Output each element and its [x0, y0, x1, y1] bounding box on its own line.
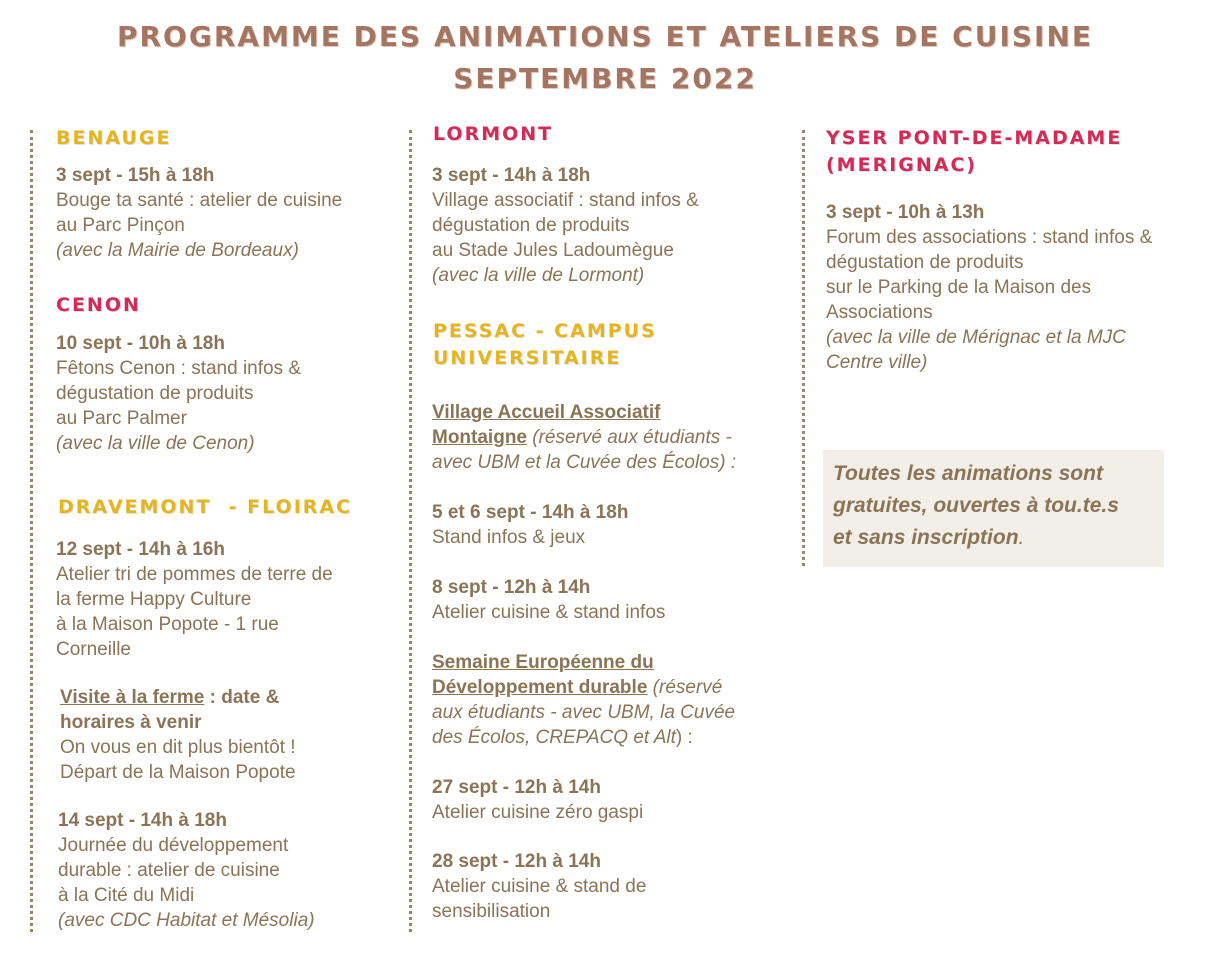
column-divider-middle — [409, 130, 412, 932]
group-note: des Écolos, CREPACQ et Alt — [432, 727, 676, 748]
heading-line: UNIVERSITAIRE — [433, 347, 622, 369]
group-note: (réservé — [647, 677, 723, 698]
event-date: 14 sept - 14h à 18h — [58, 810, 227, 831]
event-partner: (avec la Mairie de Bordeaux) — [56, 240, 299, 261]
event-partner: (avec la ville de Cenon) — [56, 433, 255, 454]
section-heading-cenon: CENON — [56, 294, 141, 316]
event-date: 3 sept - 10h à 13h — [826, 202, 985, 223]
section-heading-dravemont: DRAVEMONT - FLOIRAC — [58, 496, 353, 518]
event-date: 8 sept - 12h à 14h — [432, 577, 591, 598]
event-line: Atelier cuisine & stand de — [432, 876, 647, 897]
event-line: au Parc Pinçon — [56, 215, 185, 236]
event-date: 10 sept - 10h à 18h — [56, 333, 225, 354]
event-line: dégustation de produits — [432, 215, 630, 236]
event-line: Fêtons Cenon : stand infos & — [56, 358, 302, 379]
village-accueil-link[interactable]: Village Accueil Associatif — [432, 402, 661, 423]
event-pessac-3 — [432, 775, 792, 825]
event-line: Village associatif : stand infos & — [432, 190, 699, 211]
event-cenon — [56, 331, 396, 456]
event-date: 27 sept - 12h à 14h — [432, 777, 601, 798]
event-line: Corneille — [56, 639, 131, 660]
event-pessac-1 — [432, 500, 792, 550]
event-line: Associations — [826, 302, 933, 323]
section-heading-benauge: BENAUGE — [56, 127, 172, 149]
event-line: Atelier tri de pommes de terre de — [56, 564, 333, 585]
notice-line: et sans inscription — [833, 526, 1019, 549]
group-note: aux étudiants - avec UBM, la Cuvée — [432, 702, 736, 723]
free-entry-notice — [823, 450, 1164, 567]
event-line: Atelier cuisine zéro gaspi — [432, 802, 644, 823]
page-subtitle: SEPTEMBRE 2022 — [453, 62, 757, 95]
event-line: au Stade Jules Ladoumègue — [432, 240, 674, 261]
group-note: (réservé aux étudiants - — [527, 427, 732, 448]
event-lormont — [432, 163, 792, 288]
event-line: Forum des associations : stand infos & — [826, 227, 1153, 248]
event-line: sensibilisation — [432, 901, 551, 922]
event-line: à la Cité du Midi — [58, 885, 195, 906]
event-line: à la Maison Popote - 1 rue — [56, 614, 279, 635]
event-dravemont-1 — [56, 537, 396, 662]
event-benauge — [56, 163, 396, 263]
column-divider-right — [802, 130, 805, 566]
event-line: Départ de la Maison Popote — [60, 762, 296, 783]
heading-line: (MERIGNAC) — [826, 154, 978, 176]
event-line: Journée du développement — [58, 835, 289, 856]
event-partner: Centre ville) — [826, 352, 928, 373]
event-partner: (avec CDC Habitat et Mésolia) — [58, 910, 315, 931]
pessac-group-village — [432, 400, 802, 475]
event-date: 28 sept - 12h à 14h — [432, 851, 601, 872]
event-date: 3 sept - 14h à 18h — [432, 165, 591, 186]
event-line: sur le Parking de la Maison des — [826, 277, 1092, 298]
event-date-suffix: horaires à venir — [60, 712, 202, 733]
column-divider-left — [30, 130, 33, 932]
event-line: durable : atelier de cuisine — [58, 860, 280, 881]
event-line: la ferme Happy Culture — [56, 589, 252, 610]
notice-end: . — [1018, 526, 1025, 549]
page-title: PROGRAMME DES ANIMATIONS ET ATELIERS DE CUISINE — [116, 20, 1094, 53]
section-heading-pessac — [433, 318, 657, 372]
event-dravemont-2 — [60, 685, 400, 785]
event-line: On vous en dit plus bientôt ! — [60, 737, 296, 758]
event-yser — [826, 200, 1196, 375]
event-partner: (avec la ville de Lormont) — [432, 265, 645, 286]
notice-line: gratuites, ouvertes à tou.te.s — [833, 494, 1119, 517]
event-date: 5 et 6 sept - 14h à 18h — [432, 502, 629, 523]
notice-line: Toutes les animations sont — [833, 462, 1103, 485]
event-line: Atelier cuisine & stand infos — [432, 602, 666, 623]
group-note: avec UBM et la Cuvée des Écolos) : — [432, 452, 737, 473]
event-date: 3 sept - 15h à 18h — [56, 165, 215, 186]
event-line: au Parc Palmer — [56, 408, 187, 429]
heading-line: YSER PONT-DE-MADAME — [826, 127, 1123, 149]
event-date: 12 sept - 14h à 16h — [56, 539, 225, 560]
semaine-europeenne-link[interactable]: Semaine Européenne du — [432, 652, 654, 673]
village-accueil-link[interactable]: Montaigne — [432, 427, 527, 448]
heading-line: PESSAC - CAMPUS — [433, 320, 657, 342]
event-line: dégustation de produits — [826, 252, 1024, 273]
section-heading-lormont: LORMONT — [433, 123, 554, 145]
semaine-europeenne-link[interactable]: Développement durable — [432, 677, 648, 698]
event-pessac-2 — [432, 575, 792, 625]
event-dravemont-3 — [58, 808, 398, 933]
section-heading-yser — [826, 125, 1122, 179]
event-date-suffix: : date & — [204, 687, 280, 708]
event-pessac-4 — [432, 849, 792, 924]
event-line: Stand infos & jeux — [432, 527, 586, 548]
group-note-end: ) : — [675, 727, 693, 748]
pessac-group-semaine — [432, 650, 802, 750]
event-line: dégustation de produits — [56, 383, 254, 404]
event-partner: (avec la ville de Mérignac et la MJC — [826, 327, 1126, 348]
farm-visit-link[interactable]: Visite à la ferme — [60, 687, 205, 708]
event-line: Bouge ta santé : atelier de cuisine — [56, 190, 343, 211]
